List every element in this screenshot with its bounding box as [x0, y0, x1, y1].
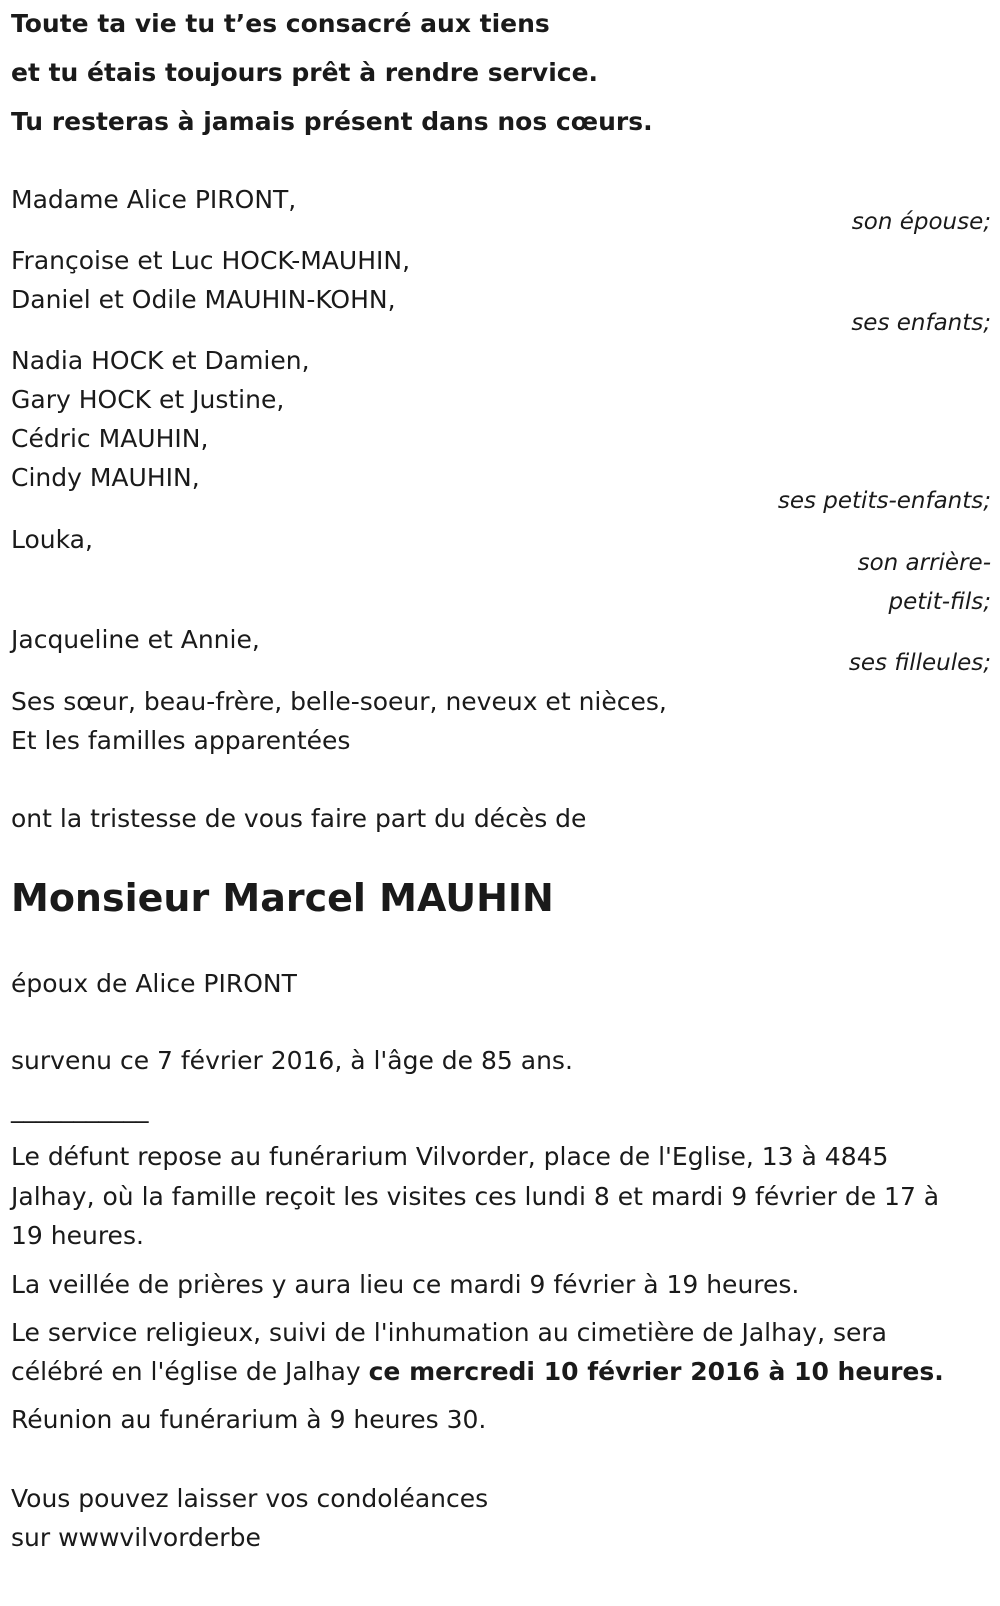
siblings-and-relatives: Ses sœur, beau-frère, belle-soeur, neveux et nièces,: [11, 687, 667, 716]
great-grandchild-relation-line-1: son arrière-: [857, 550, 991, 576]
related-families: Et les familles apparentées: [11, 726, 351, 755]
spouse-relation: son épouse;: [851, 209, 991, 235]
poem-line-3: Tu resteras à jamais présent dans nos cœurs.: [11, 107, 653, 136]
deceased-name: Monsieur Marcel MAUHIN: [11, 876, 554, 920]
rest-line-3: 19 heures.: [11, 1221, 144, 1250]
rest-line-1: Le défunt repose au funérarium Vilvorder, place de l'Eglise, 13 à 4845: [11, 1142, 889, 1171]
service-location: célébré en l'église de Jalhay: [11, 1357, 369, 1386]
poem-line-1: Toute ta vie tu t’es consacré aux tiens: [11, 9, 550, 38]
child-2: Daniel et Odile MAUHIN-KOHN,: [11, 285, 396, 314]
grandchild-2: Gary HOCK et Justine,: [11, 385, 285, 414]
spouse-of: époux de Alice PIRONT: [11, 969, 297, 998]
announcement: ont la tristesse de vous faire part du décès de: [11, 804, 587, 833]
condolences-line-1: Vous pouvez laisser vos condoléances: [11, 1484, 489, 1513]
service-line-2: [11, 1357, 944, 1387]
grandchild-1: Nadia HOCK et Damien,: [11, 346, 310, 375]
meeting: Réunion au funérarium à 9 heures 30.: [11, 1405, 487, 1434]
children-relation: ses enfants;: [851, 310, 991, 336]
goddaughters: Jacqueline et Annie,: [11, 625, 260, 654]
grandchild-3: Cédric MAUHIN,: [11, 424, 209, 453]
rest-line-2: Jalhay, où la famille reçoit les visites ces lundi 8 et mardi 9 février de 17 à: [11, 1182, 940, 1211]
death-info: survenu ce 7 février 2016, à l'âge de 85 ans.: [11, 1046, 573, 1075]
grandchild-4: Cindy MAUHIN,: [11, 463, 200, 492]
spouse-name: Madame Alice PIRONT,: [11, 185, 297, 214]
poem-line-2: et tu étais toujours prêt à rendre service.: [11, 58, 599, 87]
condolences-website[interactable]: sur wwwvilvorderbe: [11, 1523, 261, 1552]
service-date-time: ce mercredi 10 février 2016 à 10 heures.: [368, 1357, 944, 1386]
vigil: La veillée de prières y aura lieu ce mardi 9 février à 19 heures.: [11, 1270, 800, 1299]
great-grandchild-relation-line-2: petit-fils;: [888, 589, 991, 615]
goddaughters-relation: ses filleules;: [848, 650, 991, 676]
separator: ___________: [11, 1094, 149, 1123]
child-1: Françoise et Luc HOCK-MAUHIN,: [11, 246, 411, 275]
service-line-1: Le service religieux, suivi de l'inhumation au cimetière de Jalhay, sera: [11, 1318, 887, 1347]
great-grandchild: Louka,: [11, 525, 93, 554]
grandchildren-relation: ses petits-enfants;: [777, 488, 991, 514]
